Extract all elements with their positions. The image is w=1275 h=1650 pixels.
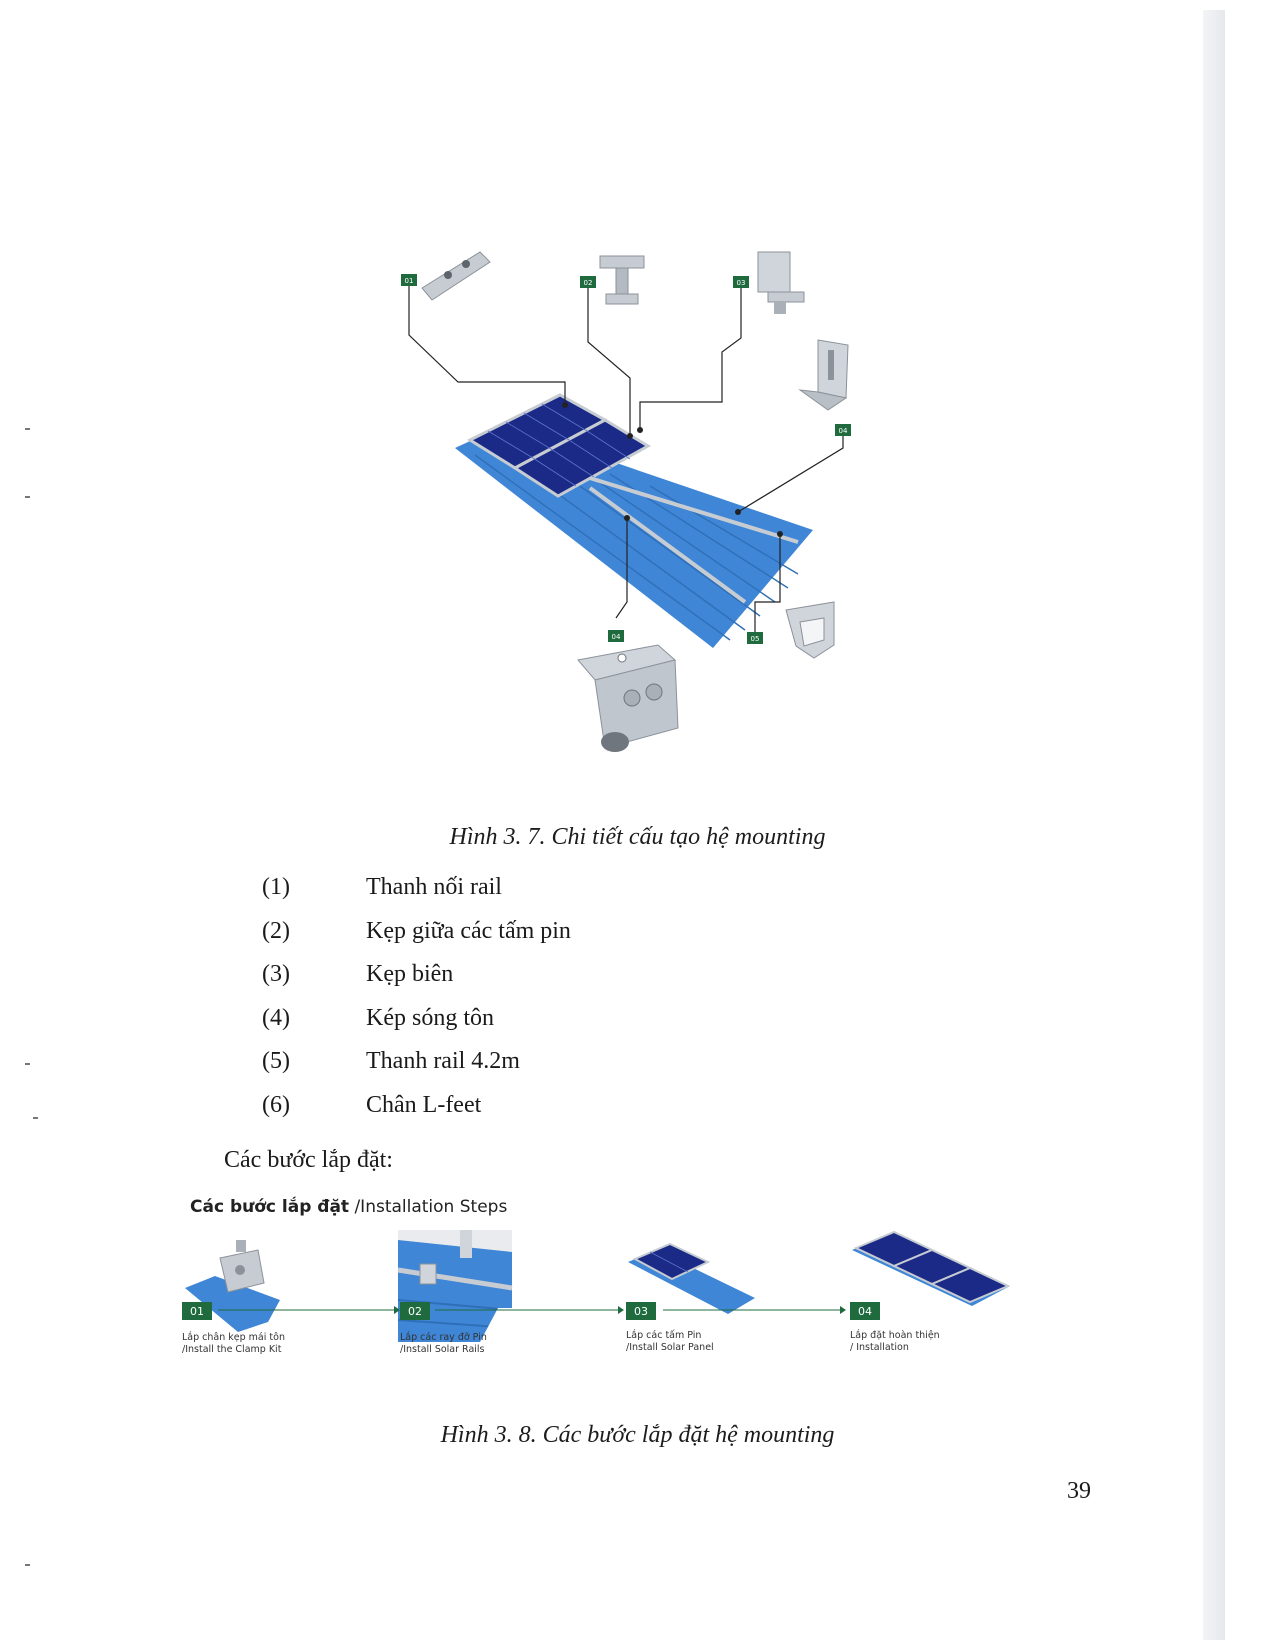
part-number: (1) (262, 874, 290, 900)
part-label: Thanh nối rail (366, 874, 502, 900)
scan-mark (25, 1564, 30, 1566)
part-label: Chân L-feet (366, 1091, 482, 1118)
svg-text:02: 02 (583, 279, 593, 287)
svg-text:03: 03 (736, 279, 746, 287)
installation-steps-figure (180, 1228, 1080, 1428)
part-number: (5) (262, 1048, 290, 1074)
callout-badge (580, 276, 596, 288)
step-badge (626, 1302, 656, 1320)
callout-badge (401, 274, 417, 286)
part-label: Kẹp biên (366, 961, 454, 987)
step-label-en: /Install the Clamp Kit (182, 1344, 282, 1355)
step-badge (182, 1302, 212, 1320)
callout-badge (608, 630, 624, 642)
svg-text:03: 03 (634, 1305, 648, 1318)
installation-intro: Các bước lắp đặt: (224, 1147, 393, 1173)
step-label-vi: Lắp các ray đỡ Pin (400, 1332, 487, 1343)
callout-badge (835, 424, 851, 436)
svg-text:04: 04 (838, 427, 848, 435)
list-item (262, 1090, 571, 1134)
part-number: (6) (262, 1091, 290, 1118)
step-label-vi: Lắp chân kẹp mái tôn (182, 1332, 285, 1343)
part-number: (2) (262, 917, 290, 944)
steps-heading-rest: /Installation Steps (349, 1197, 508, 1217)
list-item (262, 1046, 571, 1090)
figure-caption-mounting-detail: Hình 3. 7. Chi tiết cấu tạo hệ mounting (449, 824, 826, 850)
list-item (262, 959, 571, 1003)
part-number: (3) (262, 961, 290, 987)
step-badge (850, 1302, 880, 1320)
part-label: Kẹp giữa các tấm pin (366, 917, 571, 944)
list-item (262, 872, 571, 916)
page-number: 39 (1067, 1478, 1091, 1504)
step-label-vi: Lắp các tấm Pin (626, 1330, 702, 1341)
svg-text:04: 04 (611, 633, 621, 641)
part-number: (4) (262, 1004, 290, 1031)
callout-badge (733, 276, 749, 288)
mounting-system-figure (400, 250, 880, 810)
part-label: Thanh rail 4.2m (366, 1048, 520, 1074)
steps-heading (190, 1197, 507, 1217)
step-label-en: /Install Solar Rails (400, 1344, 485, 1355)
svg-text:05: 05 (750, 635, 760, 643)
list-item (262, 1003, 571, 1047)
steps-heading-bold: Các bước lắp đặt (190, 1197, 350, 1217)
part-label: Kép sóng tôn (366, 1004, 494, 1031)
scan-mark (25, 1063, 30, 1065)
step-badge (400, 1302, 430, 1320)
svg-text:01: 01 (404, 277, 414, 285)
list-item (262, 916, 571, 960)
step-label-en: /Install Solar Panel (626, 1342, 714, 1353)
scan-mark (33, 1117, 38, 1119)
svg-text:04: 04 (858, 1305, 872, 1318)
step-label-vi: Lắp đặt hoàn thiện (850, 1330, 940, 1341)
step-label-en: / Installation (850, 1342, 909, 1353)
callout-badge (747, 632, 763, 644)
svg-text:01: 01 (190, 1305, 204, 1318)
scan-mark (25, 428, 30, 430)
figure-caption-installation-steps: Hình 3. 8. Các bước lắp đặt hệ mounting (440, 1422, 835, 1448)
svg-text:02: 02 (408, 1305, 422, 1318)
scan-mark (25, 496, 30, 498)
parts-list (262, 872, 571, 1133)
